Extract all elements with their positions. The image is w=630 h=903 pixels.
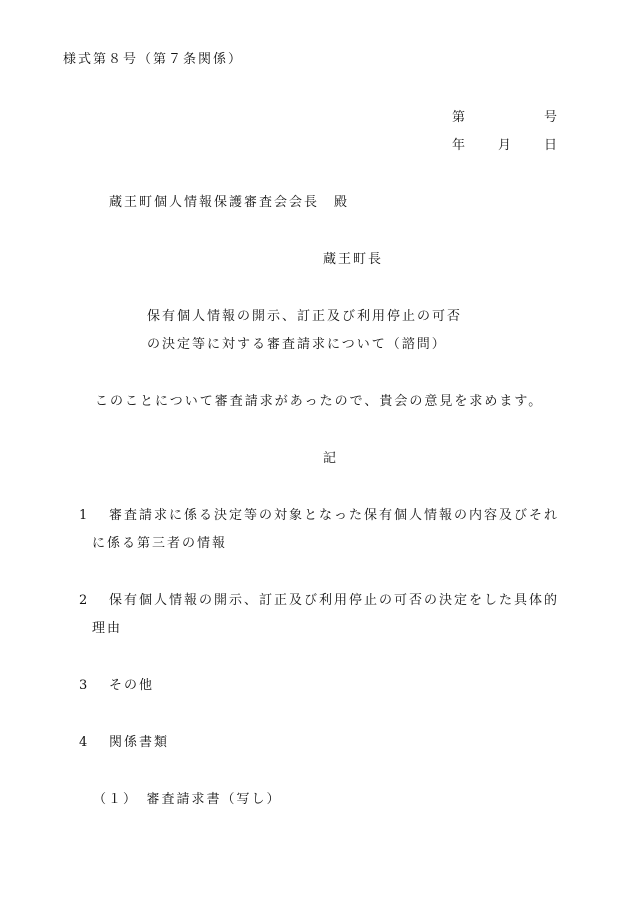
item-2-text: 保有個人情報の開示、訂正及び利用停止の可否の決定をした具体的	[109, 593, 560, 608]
item-1-continuation: に係る第三者の情報	[92, 536, 228, 551]
date-month: 月	[498, 138, 514, 153]
document-number-suffix: 号	[544, 110, 560, 125]
item-4-text: 関係書類	[109, 735, 170, 750]
item-2-number: 2	[79, 593, 90, 608]
sub-item-1: （１） 審査請求書（写し）	[93, 792, 282, 807]
subject-line-2: の決定等に対する審査請求について（諮問）	[147, 337, 447, 352]
date-year: 年	[452, 138, 468, 153]
document-number-prefix: 第	[452, 110, 468, 125]
item-2-continuation: 理由	[92, 621, 123, 636]
sender: 蔵王町長	[323, 252, 384, 267]
item-1-text: 審査請求に係る決定等の対象となった保有個人情報の内容及びそれ	[109, 508, 560, 523]
form-number: 様式第８号（第７条関係）	[63, 52, 244, 67]
item-4-number: 4	[79, 735, 90, 750]
subject-line-1: 保有個人情報の開示、訂正及び利用停止の可否	[147, 309, 463, 324]
item-3-number: 3	[79, 678, 90, 693]
ki-heading: 記	[323, 451, 339, 466]
item-1-number: 1	[79, 508, 90, 523]
body-text: このことについて審査請求があったので、貴会の意見を求めます。	[95, 394, 544, 409]
addressee: 蔵王町個人情報保護審査会会長 殿	[109, 195, 350, 210]
date-day: 日	[544, 138, 560, 153]
item-3-text: その他	[109, 678, 155, 693]
